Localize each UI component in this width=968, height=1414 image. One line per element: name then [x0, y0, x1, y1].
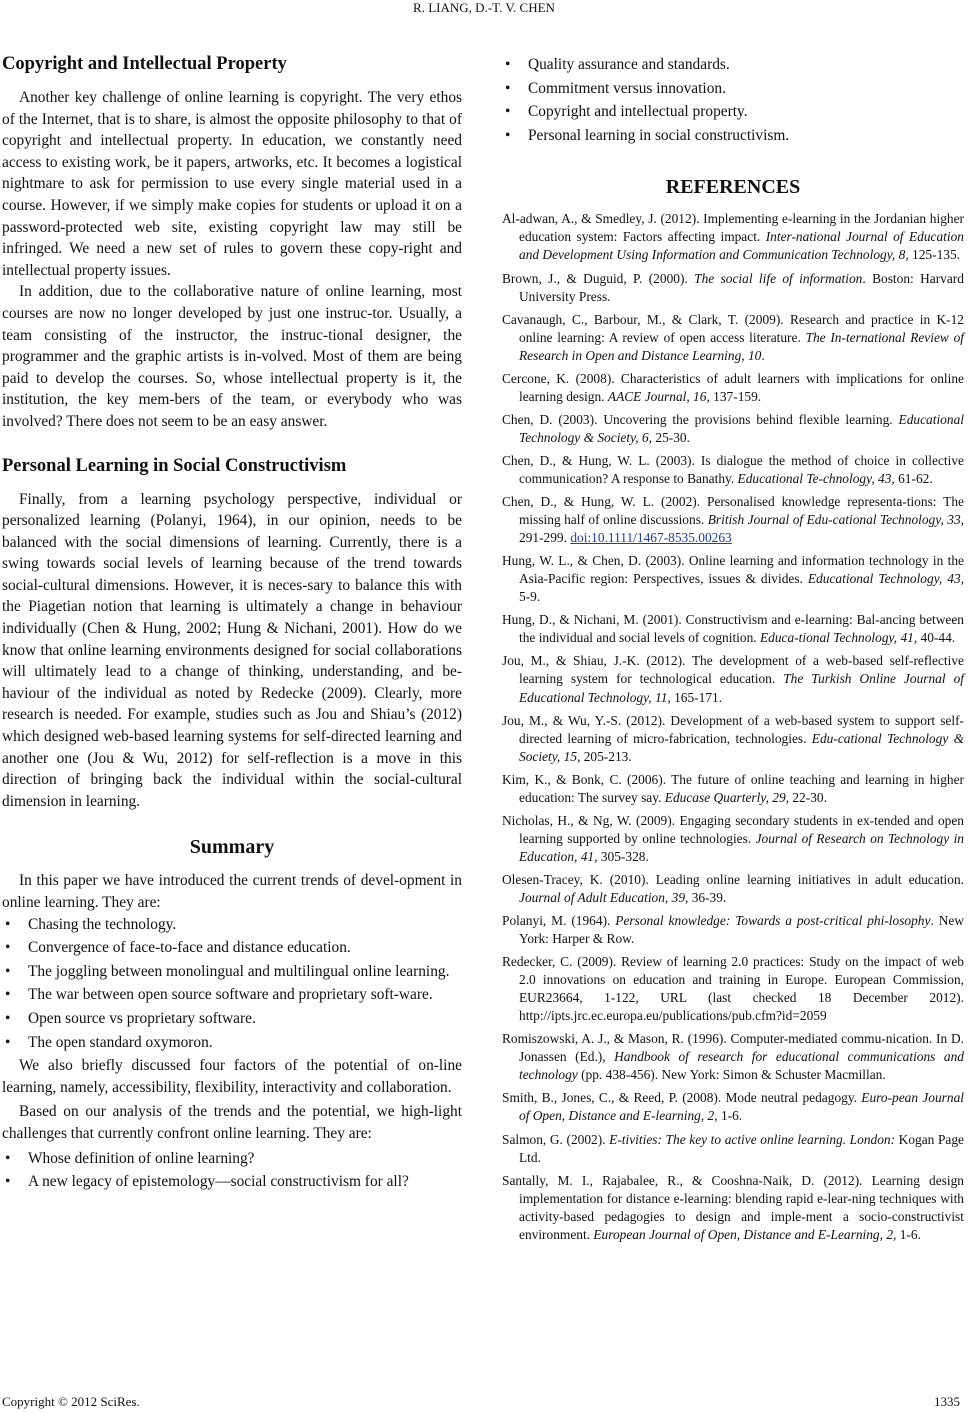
list-item: • Personal learning in social constructivism. — [502, 125, 964, 147]
reference-entry: Nicholas, H., & Ng, W. (2009). Engaging secondary students in ex-tended and open learning supported by online technologies. Journal of Research on Technology in Education, 41, 305-328. — [502, 812, 964, 864]
running-head: R. LIANG, D.-T. V. CHEN — [413, 0, 555, 15]
list-item: • A new legacy of epistemology—social constructivism for all? — [2, 1171, 462, 1193]
doi-link[interactable]: doi:10.1111/1467-8535.00263 — [570, 530, 732, 546]
reference-entry: Hung, W. L., & Chen, D. (2003). Online learning and information technology in the Asia-Pacific region: Perspectives, issues & divides. Educational Technology, 43, 5-9. — [502, 553, 964, 605]
reference-entry: Jou, M., & Shiau, J.-K. (2012). The development of a web-based self-reflective learning system for technological education. The Turkish Online Journal of Educational Technology, 11, 165-171. — [502, 653, 965, 705]
right-column — [502, 50, 964, 1249]
reference-entry: Olesen-Tracey, K. (2010). Leading online learning initiatives in adult education. Journal of Adult Education, 39, 36-39. — [502, 871, 964, 905]
bullet-icon: • — [505, 103, 511, 121]
footer-copyright: Copyright © 2012 SciRes. — [2, 1394, 140, 1409]
reference-entry: Redecker, C. (2009). Review of learning 2.0 practices: Study on the impact of web 2.0 innovations on education and training in Europe. European Commission, EUR23664, 1-122, URL (last checked 18 December 2012). http://ipts.jrc.ec.europa.eu/publications/pub.cfm?id=2059 — [502, 954, 964, 1024]
list-item: • The war between open source software and proprietary soft-ware. — [2, 984, 462, 1006]
bullet-icon: • — [5, 1173, 11, 1191]
reference-entry: Cercone, K. (2008). Characteristics of adult learners with implications for online learning design. AACE Journal, 16, 137-159. — [502, 370, 964, 404]
paragraph-summary-3: Based on our analysis of the trends and the potential, we high-light challenges that currently confront online learning. They are: — [2, 1103, 462, 1142]
list-item: • Chasing the technology. — [2, 914, 462, 936]
list-item: • Commitment versus innovation. — [502, 78, 964, 100]
paragraph-personal-learning: Finally, from a learning psychology perspective, individual or personalized learning (Polanyi, 1964), in our opinion, needs to be balanced with the social dimensions of learning. Currently, there is a swing towards social levels of learning because of the trend towards social-cultural dimensions. However, it is neces-sary to balance this with the Piagetian notion that learning is ultimately a change in behaviour individually (Chen & Hung, 2002; Hung & Nichani, 2001). How do we know that online learning environments designed for social collaborations will ultimately lead to a change of thinking, understanding, and be-haviour of the individual as noted by Redecke (2009). Clearly, more research is needed. For example, studies such as Jou and Shiau’s (2012) which designed web-based learning systems for self-directed learning and another one (Jou & Wu, 2012) for self-reflection is a move in this direction of bringing back the individual within the social-cultural dimension in learning. — [2, 490, 462, 810]
reference-entry: Jou, M., & Wu, Y.-S. (2012). Development of a web-based system to support self-directed learning of micro-fabrication, technologies. Edu-cational Technology & Society, 15, 205-213. — [502, 712, 965, 764]
left-column — [2, 50, 462, 1195]
list-item: • Whose definition of online learning? — [2, 1148, 462, 1170]
bullet-icon: • — [505, 56, 511, 73]
paragraph-copyright-1: Another key challenge of online learning is copyright. The very ethos of the Internet, that is to share, is almost the opposite philosophy to that of copyright and intellectual property. In education, we constantly need access to existing work, be it papers, artworks, etc. It becomes a logistical nightmare to ask for permission to use every single material used in a course. However, if we simply make copies for students or upload it on a password-protected web site, existing copyright law may still be infringed. We need a new set of rules to govern these copy-right and intellectual property issues. — [2, 89, 462, 279]
list-item: • Convergence of face-to-face and distance education. — [2, 937, 462, 959]
paragraph-summary-1: In this paper we have introduced the current trends of devel-opment in online learning. They are: — [2, 872, 462, 911]
reference-entry: Chen, D. (2003). Uncovering the provisions behind flexible learning. Educational Technology & Society, 6, 25-30. — [502, 411, 964, 445]
reference-entry: Hung, D., & Nichani, M. (2001). Constructivism and e-learning: Bal-ancing between the individual and social levels of cognition. Educa-tional Technology, 41, 40-44. — [502, 612, 964, 646]
reference-list — [502, 210, 964, 1243]
bullet-icon: • — [5, 1033, 11, 1051]
bullet-icon: • — [5, 986, 11, 1004]
reference-entry: Romiszowski, A. J., & Mason, R. (1996). Computer-mediated commu-nication. In D. Jonassen (Ed.), Handbook of research for educational communications and technology (pp. 438-456). New York: Simon & Schuster Macmillan. — [502, 1031, 964, 1083]
trends-list — [2, 914, 462, 1054]
bullet-icon: • — [5, 1009, 11, 1027]
list-item: • Copyright and intellectual property. — [502, 101, 964, 123]
bullet-icon: • — [5, 939, 11, 957]
reference-entry: Cavanaugh, C., Barbour, M., & Clark, T. (2009). Research and practice in K-12 online learning: A review of open access literature. The In-ternational Review of Research in Open and Distance Learning, 10. — [502, 311, 964, 363]
list-item: • Quality assurance and standards. — [502, 54, 964, 76]
list-item: • The open standard oxymoron. — [2, 1032, 462, 1054]
heading-summary: Summary — [189, 836, 275, 859]
reference-entry: Santally, M. I., Rajabalee, R., & Cooshna-Naik, D. (2012). Learning design implementation for distance e-learning: blending rapid e-lear-ning techniques with activity-based pedagogies to design and imple-ment a socio-constructivist environment. European Journal of Open, Distance and E-Learning, 2, 1-6. — [502, 1172, 964, 1242]
page-number: 1335 — [934, 1394, 960, 1409]
heading-copyright: Copyright and Intellectual Property — [2, 54, 287, 74]
reference-entry: Brown, J., & Duguid, P. (2000). The social life of information. Boston: Harvard University Press. — [502, 270, 964, 304]
bullet-icon: • — [5, 915, 11, 933]
list-item: • Open source vs proprietary software. — [2, 1008, 462, 1030]
reference-entry: Polanyi, M. (1964). Personal knowledge: Towards a post-critical phi-losophy. New York: Harper & Row. — [502, 913, 964, 947]
bullet-icon: • — [5, 1149, 11, 1167]
bullet-icon: • — [505, 126, 511, 144]
bullet-icon: • — [5, 962, 11, 980]
bullet-icon: • — [505, 79, 511, 97]
reference-entry: Smith, B., Jones, C., & Reed, P. (2008). Mode neutral pedagogy. Euro-pean Journal of Open, Distance and E-learning, 2, 1-6. — [502, 1090, 964, 1124]
challenges-list-left — [2, 1148, 462, 1193]
reference-entry: Chen, D., & Hung, W. L. (2002). Personalised knowledge representa-tions: The missing half of online discussions. British Journal of Edu-cational Technology, 33, 291-299. doi:10.1111/1467-8535.00263 — [502, 494, 964, 546]
challenges-list-right — [502, 54, 964, 146]
reference-entry: Salmon, G. (2002). E-tivities: The key to active online learning. London: Kogan Page Ltd. — [502, 1131, 964, 1165]
paragraph-summary-2: We also briefly discussed four factors of the potential of on-line learning, namely, accessibility, flexibility, interactivity and collaboration. — [2, 1057, 462, 1096]
reference-entry: Al-adwan, A., & Smedley, J. (2012). Implementing e-learning in the Jordanian higher education system: Factors affecting impact. Inter-national Journal of Education and Development Using Information and Communication Technology, 8, 125-135. — [502, 211, 964, 263]
heading-references: REFERENCES — [665, 176, 801, 199]
reference-entry: Kim, K., & Bonk, C. (2006). The future of online teaching and learning in higher education: The survey say. Educase Quarterly, 29, 22-30. — [502, 771, 964, 805]
paragraph-copyright-2: In addition, due to the collaborative nature of online learning, most courses are now no longer developed by just one instruc-tor. Usually, a team consisting of the instructor, the instruc-tional designer, the programmer and the graphic artists is in-volved. Most of them are being paid to develop the courses. So, whose intellectual property is it, the institution, the key mem-bers of the team, or everybody who was involved? There does not seem to be an easy answer. — [2, 283, 462, 430]
list-item: • The joggling between monolingual and multilingual online learning. — [2, 961, 462, 983]
heading-personal-learning: Personal Learning in Social Constructivism — [2, 455, 347, 476]
reference-entry: Chen, D., & Hung, W. L. (2003). Is dialogue the method of choice in collective communication? A response to Banathy. Educational Te-chnology, 43, 61-62. — [502, 452, 964, 486]
